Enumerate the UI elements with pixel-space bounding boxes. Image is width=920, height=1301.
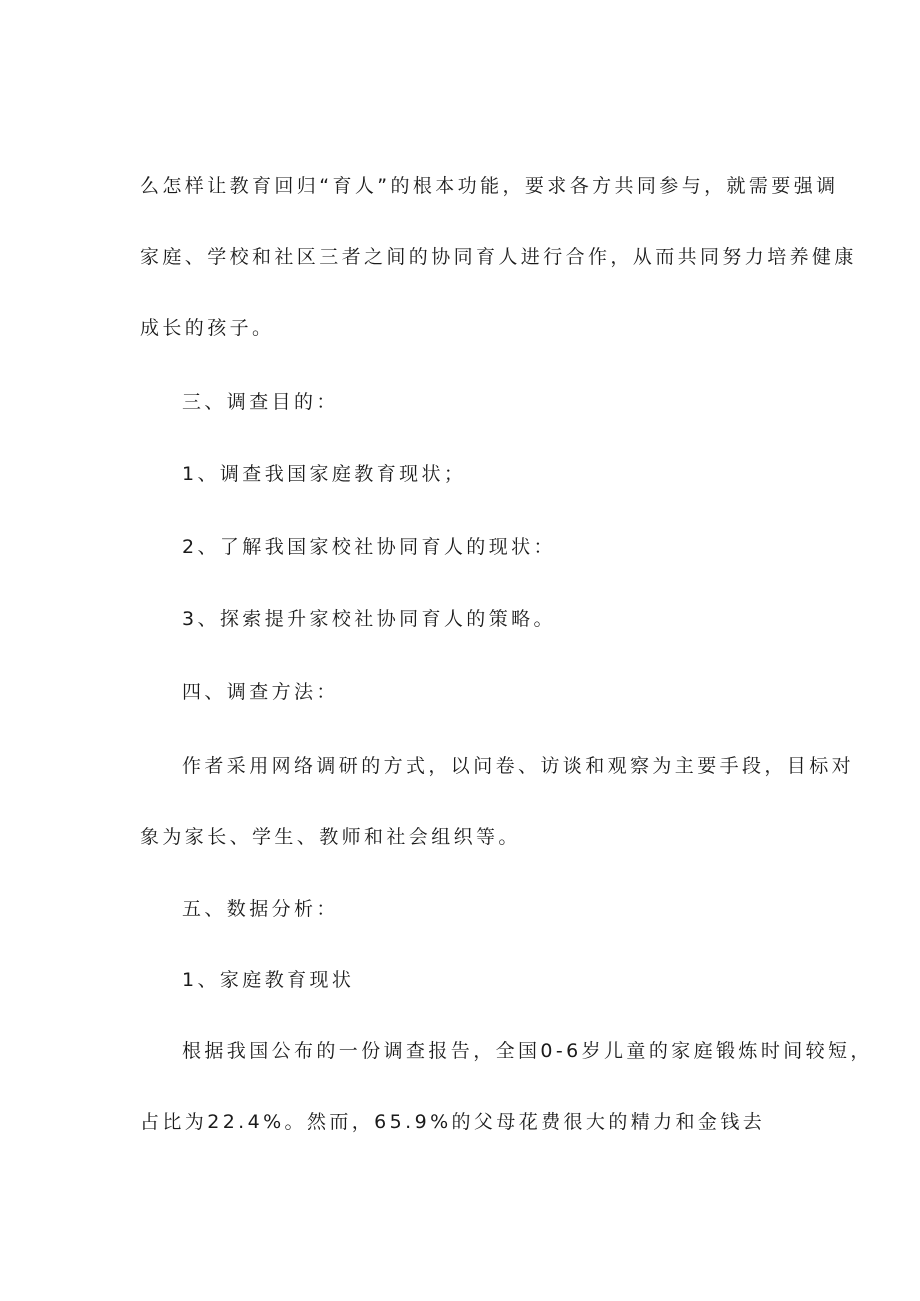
intro-line-3: 成长的孩子。 — [140, 317, 275, 339]
section-4-line-2: 象为家长、学生、教师和社会组织等。 — [140, 826, 521, 848]
section-4-line-1: 作者采用网络调研的方式，以问卷、访谈和观察为主要手段，目标对 — [182, 755, 855, 777]
section-3-item-2: 2、了解我国家校社协同育人的现状： — [182, 536, 556, 558]
intro-line-2: 家庭、学校和社区三者之间的协同育人进行合作，从而共同努力培养健康 — [140, 246, 857, 268]
section-5-line-2: 占比为22.4%。然而，65.9%的父母花费很大的精力和金钱去 — [140, 1111, 766, 1133]
section-3-item-1: 1、调查我国家庭教育现状； — [182, 463, 467, 485]
section-4-heading: 四、调查方法： — [182, 681, 339, 703]
intro-line-1: 么怎样让教育回归“育人”的根本功能，要求各方共同参与，就需要强调 — [140, 175, 839, 197]
section-5-heading: 五、数据分析： — [182, 898, 339, 920]
section-5-line-1: 根据我国公布的一份调查报告，全国0-6岁儿童的家庭锻炼时间较短， — [182, 1040, 873, 1062]
section-3-item-3: 3、探索提升家校社协同育人的策略。 — [182, 608, 556, 630]
section-3-heading: 三、调查目的： — [182, 391, 339, 413]
section-5-subheading: 1、家庭教育现状 — [182, 969, 355, 991]
